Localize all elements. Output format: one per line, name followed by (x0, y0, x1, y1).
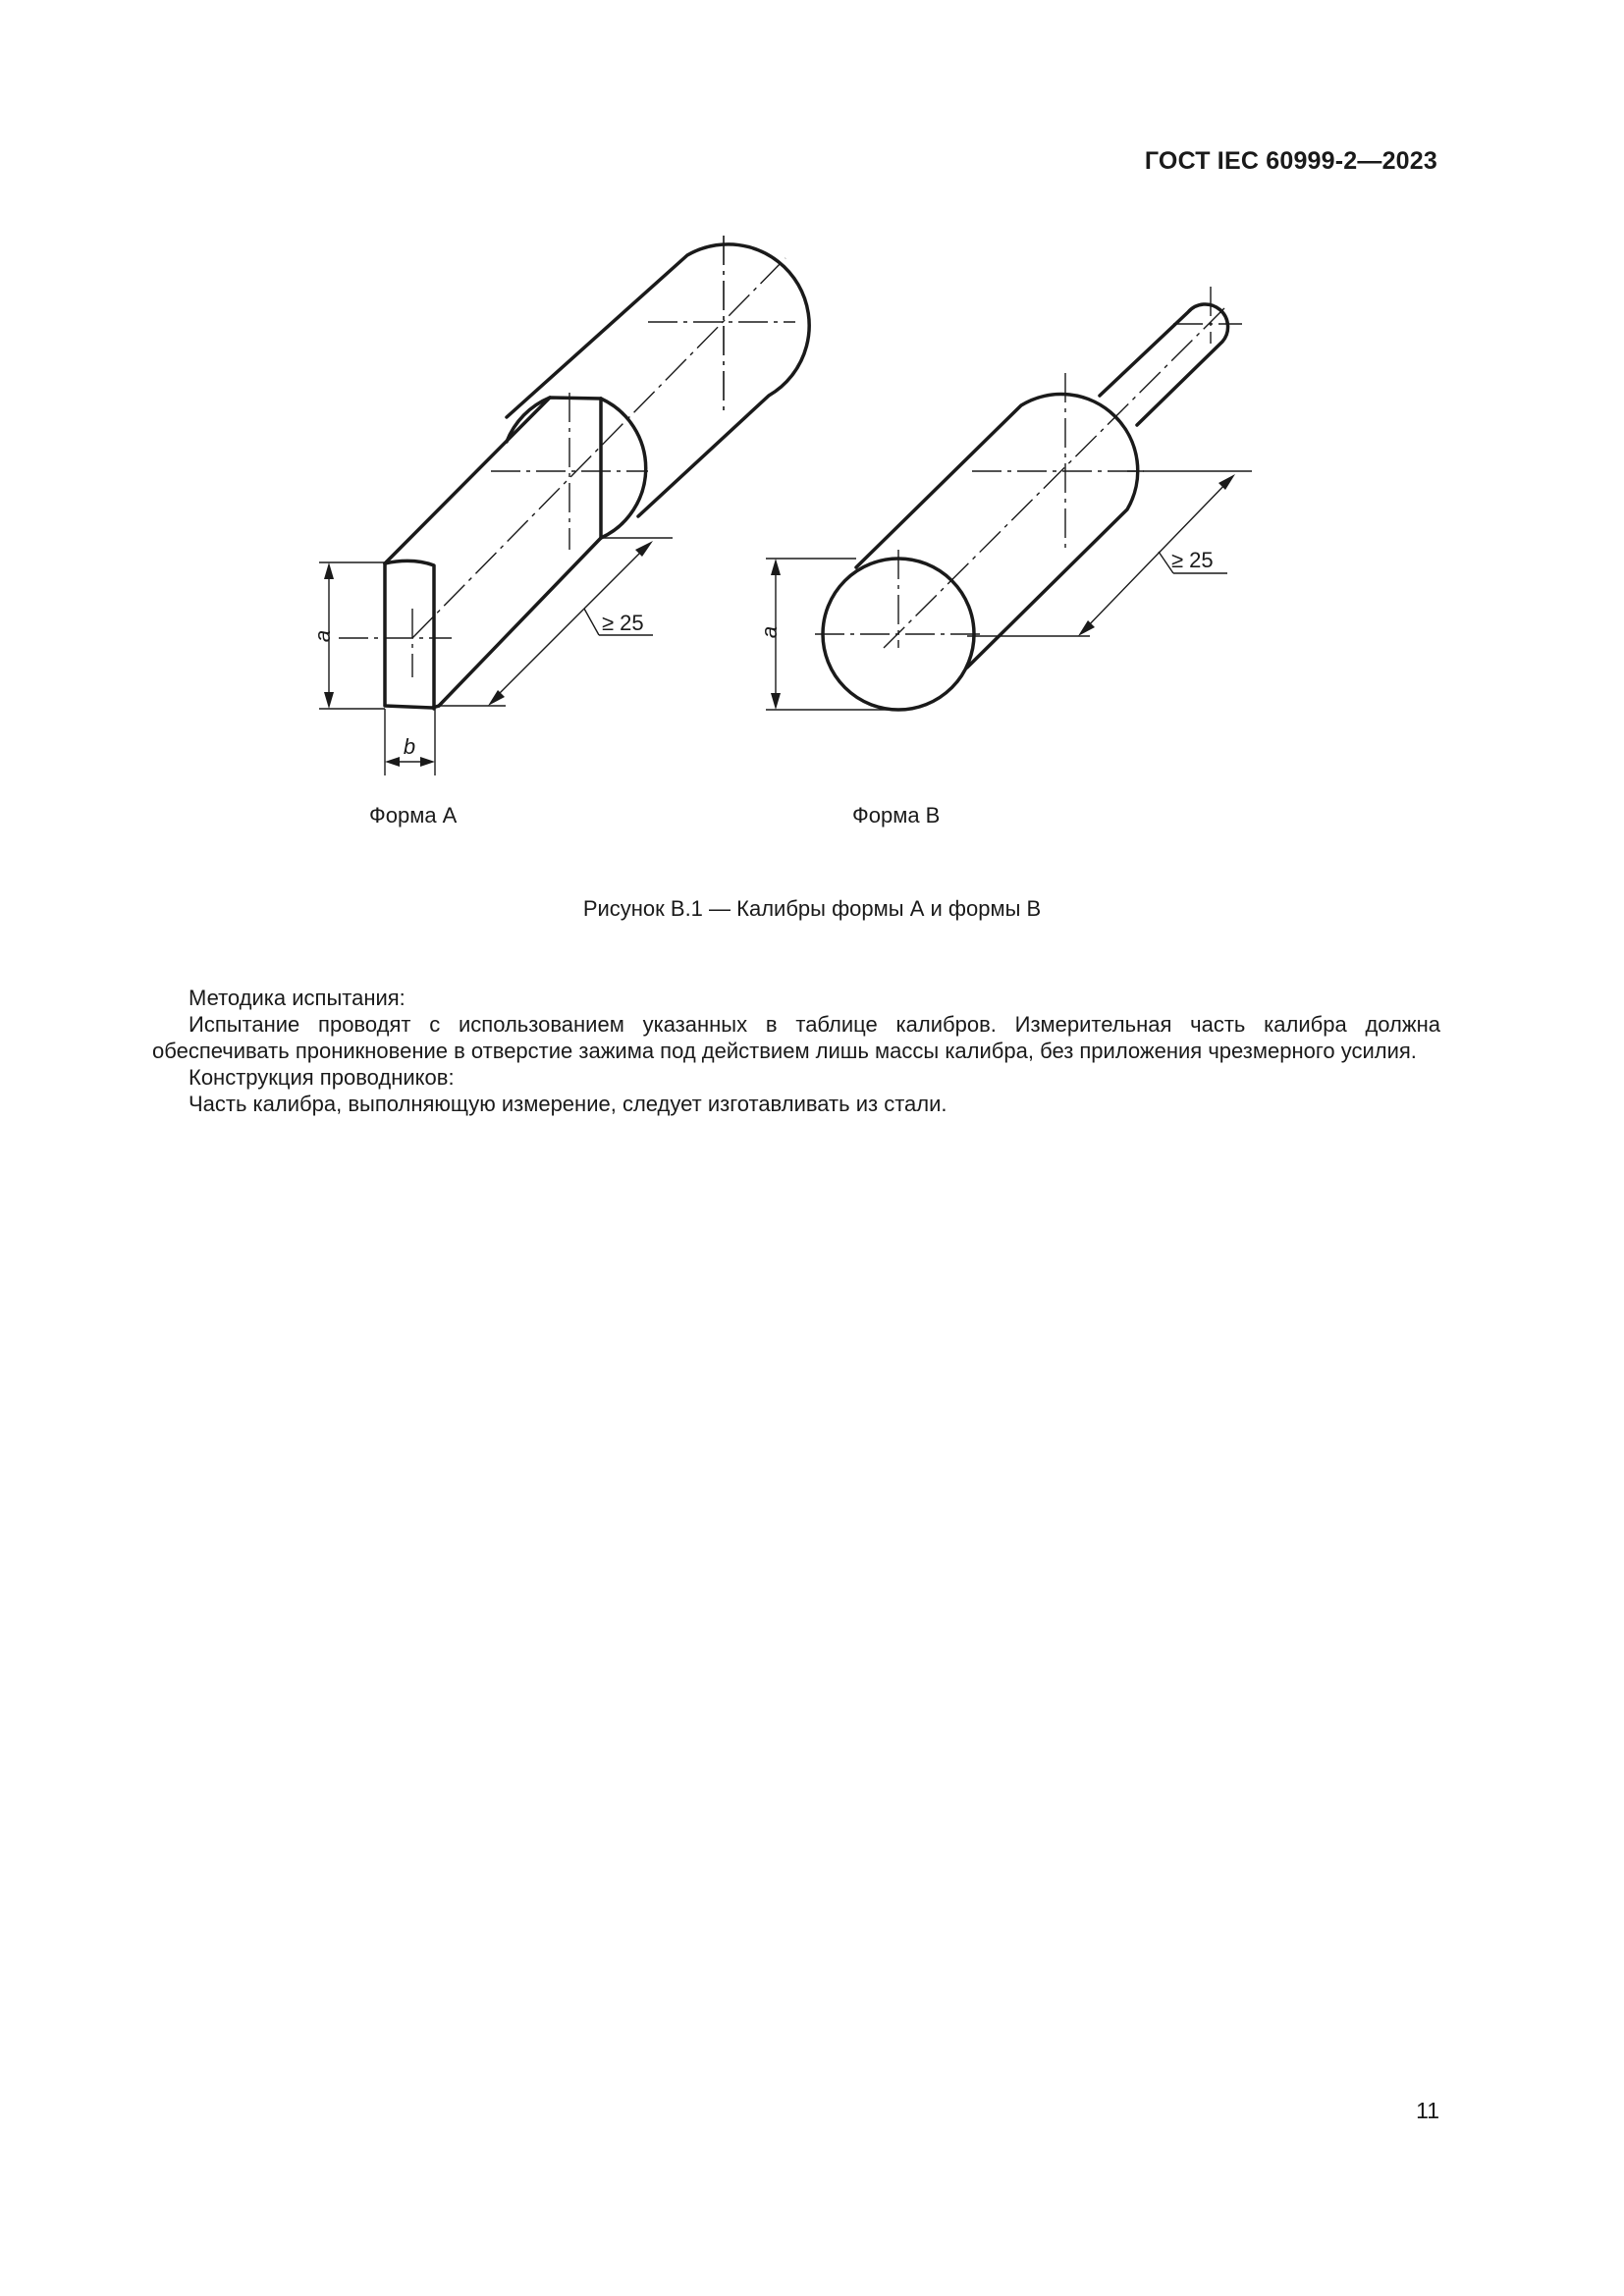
form-a-label: Форма А (369, 803, 458, 828)
form-a-gauge (310, 236, 809, 775)
paragraph-construction-text: Часть калибра, выполняющую измерение, следует изготавливать из стали. (189, 1092, 947, 1116)
figure-caption: Рисунок В.1 — Калибры формы А и формы В (582, 896, 1042, 921)
form-b-dim-length: ≥ 25 (1171, 548, 1214, 572)
gauge-drawing (0, 0, 1624, 883)
body-text (152, 985, 1440, 1117)
form-b-label: Форма В (852, 803, 941, 828)
page-number: 11 (1416, 2098, 1439, 2123)
form-a-tip-front-edge (385, 561, 434, 709)
form-a-flat-bottom-edge (439, 538, 601, 706)
paragraph-construction-heading: Конструкция проводников: (189, 1065, 455, 1090)
form-b-dim-a: a (757, 625, 782, 639)
form-a-dim-b: b (403, 734, 416, 759)
paragraph-method-heading: Методика испытания: (189, 986, 406, 1010)
form-a-cylinder-outline (507, 244, 809, 516)
form-a-flat-top-edge (385, 398, 601, 563)
figure-b1 (0, 0, 1624, 883)
form-a-dim-length: ≥ 25 (602, 611, 644, 635)
paragraph-method-text: Испытание проводят с использованием указанных в таблице калибров. Измерительная часть калибра должна обеспечивать проникновение в отверстие зажима под действием лишь массы калибра, без приложения чрезмерного усилия. (152, 1012, 1440, 1063)
standard-header: ГОСТ IEC 60999-2—2023 (1144, 147, 1437, 175)
form-b-body-outline (856, 395, 1138, 667)
form-b-pin-outline (1100, 304, 1228, 425)
form-b-gauge (757, 287, 1252, 710)
form-a-dim-a: a (310, 629, 335, 643)
